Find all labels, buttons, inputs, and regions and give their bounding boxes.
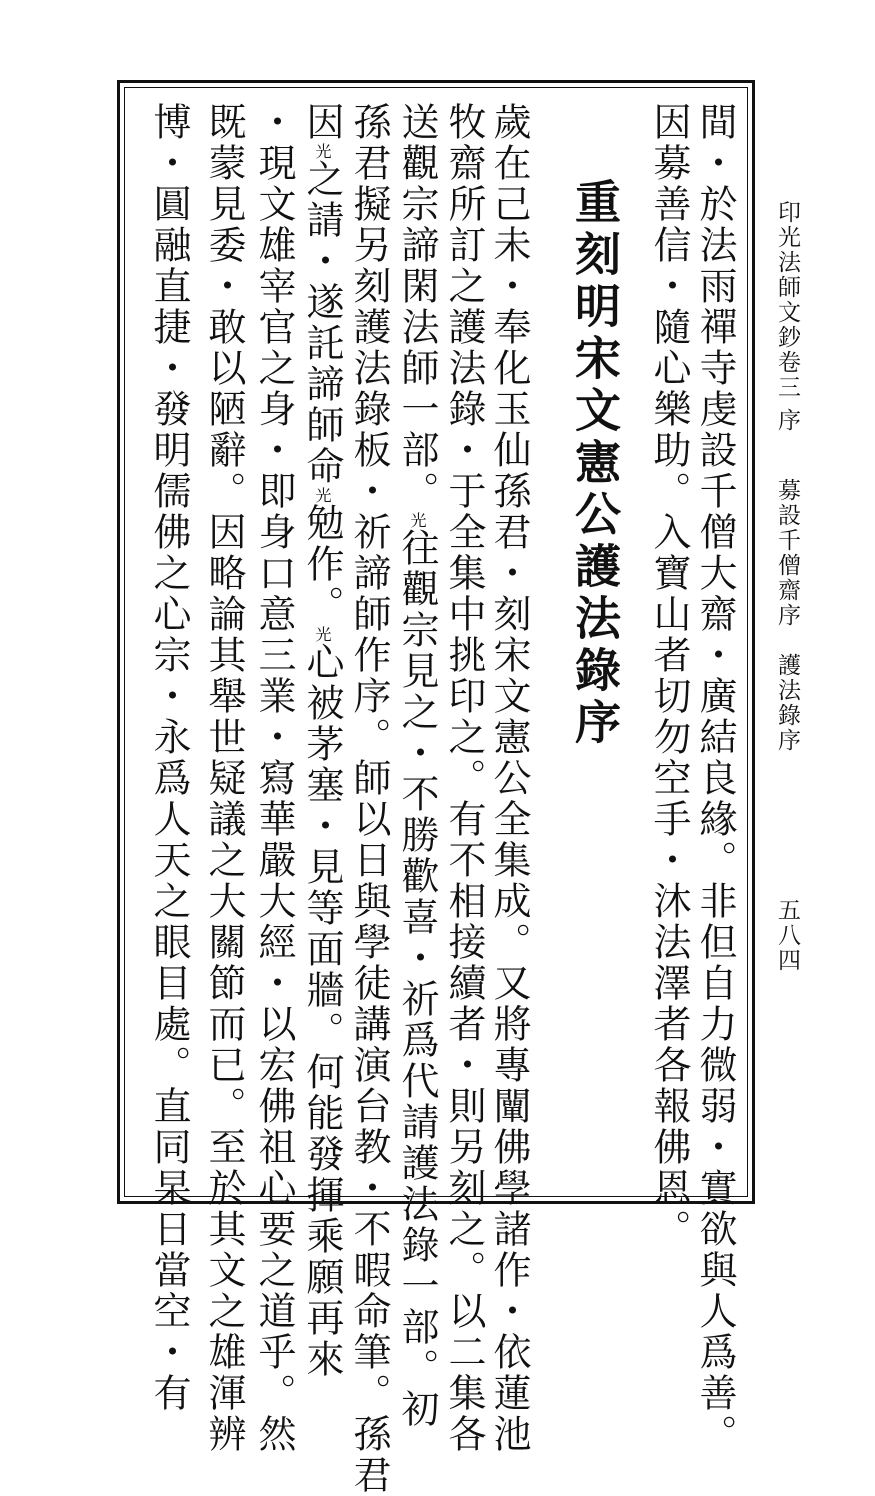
text-column-1: 間・於法雨禪寺虔設千僧大齋・廣結良緣。非但自力微弱・實欲與人爲善。 [693, 102, 737, 1455]
running-head-book-title: 印光法師文鈔卷三 [774, 200, 800, 400]
running-head-entries: 募設千僧齋序 護法錄序 [774, 478, 800, 753]
text-column-5-head: 送觀宗諦閑法師一部。 [395, 102, 439, 512]
text-column-7-a: 因 [300, 102, 344, 143]
text-column-4: 牧齋所訂之護法錄・于全集中挑印之。有不相接續者・則另刻之。以二集各 [442, 102, 486, 1455]
text-column-7-b: 之請・遂託諦師命 [300, 159, 344, 487]
small-name-char: 光 [408, 512, 427, 528]
small-name-char: 光 [313, 143, 332, 159]
text-column-7-d: 心被茅塞・見等面牆。何能發揮乘願再來 [300, 642, 344, 1380]
text-column-5 [395, 102, 439, 1430]
text-column-10: 博・圓融直捷・發明儒佛之心宗・永爲人天之眼目處。直同杲日當空・有 [147, 102, 191, 1414]
text-column-5-tail: 往觀宗見之・不勝歡喜・祈爲代請護法錄一部。初 [395, 528, 439, 1430]
text-column-9: 既蒙見委・敢以陋辭。因略論其舉世疑議之大關節而已。至於其文之雄渾辨 [202, 102, 246, 1455]
text-column-3: 歲在己未・奉化玉仙孫君・刻宋文憲公全集成。又將專闡佛學諸作・依蓮池 [487, 102, 531, 1455]
text-column-7 [300, 102, 344, 1380]
running-head-section: 序 [774, 408, 800, 433]
text-column-2: 因募善信・隨心樂助。入寶山者切勿空手・沐法澤者各報佛恩。 [647, 102, 691, 1250]
text-column-7-c: 勉作。 [300, 503, 344, 626]
essay-title: 重刻明宋文憲公護法錄序 [568, 178, 622, 750]
text-column-8: ・現文雄宰官之身・即身口意三業・寫華嚴大經・以宏佛祖心要之道乎。然 [252, 102, 296, 1455]
small-name-char: 光 [313, 487, 332, 503]
text-column-6: 孫君擬另刻護法錄板・祈諦師作序。師以日與學徒講演台教・不暇命筆。孫君 [347, 102, 391, 1496]
small-name-char: 光 [313, 626, 332, 642]
page-number: 五八四 [774, 898, 800, 973]
